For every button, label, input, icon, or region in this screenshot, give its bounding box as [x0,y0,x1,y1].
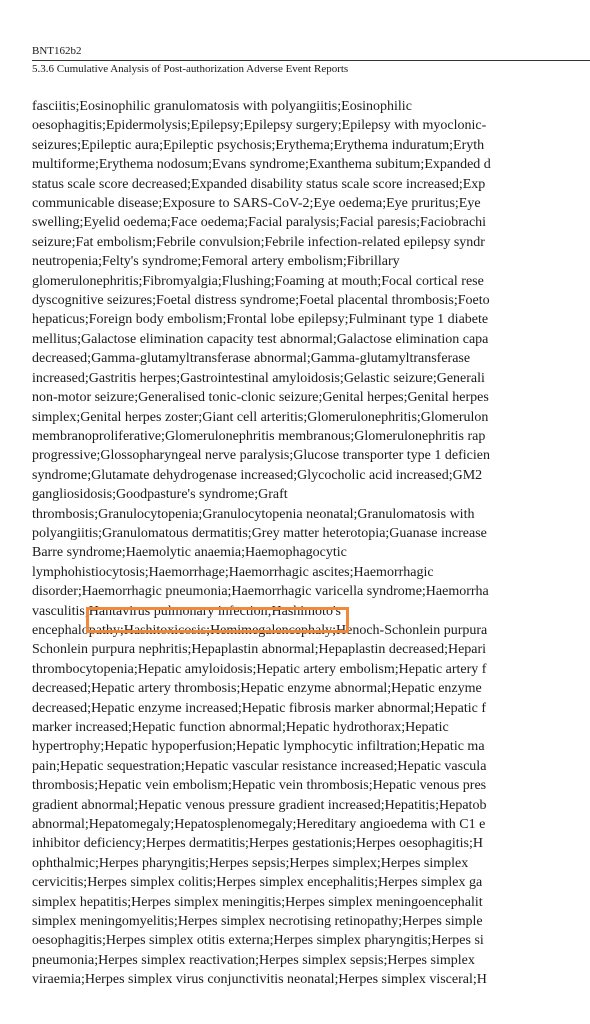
text-line: simplex;Genital herpes zoster;Giant cell arteritis;Glomerulonephritis;Glomerulon [32,409,489,425]
text-line: hepaticus;Foreign body embolism;Frontal lobe epilepsy;Fulminant type 1 diabete [32,312,489,328]
text-line: swelling;Eyelid oedema;Face oedema;Facial paralysis;Facial paresis;Faciobrachi [32,215,487,231]
text-line: membranoproliferative;Glomerulonephritis membranous;Glomerulonephritis rap [32,428,486,444]
header-divider [32,60,590,61]
document-id: BNT162b2 [32,45,82,57]
adverse-event-list [32,97,590,990]
section-title: 5.3.6 Cumulative Analysis of Post-authorization Adverse Event Reports [32,63,349,75]
text-line: communicable disease;Exposure to SARS-CoV-2;Eye oedema;Eye pruritus;Eye [32,196,481,212]
text-line: non-motor seizure;Generalised tonic-clonic seizure;Genital herpes;Genital herpes [32,390,489,406]
text-line: polyangiitis;Granulomatous dermatitis;Grey matter heterotopia;Guanase increase [32,525,487,541]
text-line: inhibitor deficiency;Herpes dermatitis;Herpes gestationis;Herpes oesophagitis;H [32,836,483,852]
text-line: gradient abnormal;Hepatic venous pressure gradient increased;Hepatitis;Hepatob [32,797,487,813]
text-line: simplex hepatitis;Herpes simplex meningitis;Herpes simplex meningoencephalit [32,894,483,910]
text-line: ophthalmic;Herpes pharyngitis;Herpes sepsis;Herpes simplex;Herpes simplex [32,855,469,871]
text-line: gangliosidosis;Goodpasture's syndrome;Graft [32,487,288,503]
text-line: seizure;Fat embolism;Febrile convulsion;Febrile infection-related epilepsy syndr [32,234,485,250]
text-line: oesophagitis;Herpes simplex otitis externa;Herpes simplex pharyngitis;Herpes si [32,933,484,949]
text-line: glomerulonephritis;Fibromyalgia;Flushing;Foaming at mouth;Focal cortical rese [32,273,484,289]
text-line: hypertrophy;Hepatic hypoperfusion;Hepatic lymphocytic infiltration;Hepatic ma [32,739,485,755]
text-line: marker increased;Hepatic function abnormal;Hepatic hydrothorax;Hepatic [32,720,449,735]
text-line: progressive;Glossopharyngeal nerve paralysis;Glucose transporter type 1 deficien [32,448,490,464]
text-line: neutropenia;Felty's syndrome;Femoral artery embolism;Fibrillary [32,254,400,270]
text-line: thrombosis;Hepatic vein embolism;Hepatic vein thrombosis;Hepatic venous pres [32,778,487,794]
text-line: cervicitis;Herpes simplex colitis;Herpes simplex encephalitis;Herpes simplex ga [32,875,483,891]
text-line: lymphohistiocytosis;Haemorrhage;Haemorrhagic ascites;Haemorrhagic [32,564,434,580]
text-line: seizures;Epileptic aura;Epileptic psychosis;Erythema;Erythema induratum;Eryth [32,137,485,153]
text-line: multiforme;Erythema nodosum;Evans syndrome;Exanthema subitum;Expanded d [32,157,491,173]
text-line: mellitus;Galactose elimination capacity test abnormal;Galactose elimination capa [32,331,489,347]
text-line: fasciitis;Eosinophilic granulomatosis with polyangiitis;Eosinophilic [32,99,412,114]
text-line: encephalopathy;Hashitoxicosis;Hemimegalencephaly;Henoch-Schonlein purpura [32,622,488,638]
text-line: decreased;Hepatic enzyme increased;Hepatic fibrosis marker abnormal;Hepatic f [32,700,487,716]
text-line: Schonlein purpura nephritis;Hepaplastin abnormal;Hepaplastin decreased;Hepari [32,642,487,658]
text-line: oesophagitis;Epidermolysis;Epilepsy;Epilepsy surgery;Epilepsy with myoclonic- [32,118,487,134]
text-line: decreased;Gamma-glutamyltransferase abnormal;Gamma-glutamyltransferase [32,351,471,367]
text-line: increased;Gastritis herpes;Gastrointestinal amyloidosis;Gelastic seizure;Generali [32,370,485,386]
text-line: pneumonia;Herpes simplex reactivation;Herpes simplex sepsis;Herpes simplex [32,952,475,968]
text-line: decreased;Hepatic artery thrombosis;Hepatic enzyme abnormal;Hepatic enzyme [32,681,482,697]
text-line: abnormal;Hepatomegaly;Hepatosplenomegaly;Hereditary angioedema with C1 e [32,817,486,833]
text-line: viraemia;Herpes simplex virus conjunctivitis neonatal;Herpes simplex visceral;H [32,972,487,988]
text-line: Barre syndrome;Haemolytic anaemia;Haemophagocytic [32,545,347,561]
text-line: dyscognitive seizures;Foetal distress syndrome;Foetal placental thrombosis;Foeto [32,293,490,309]
text-line: syndrome;Glutamate dehydrogenase increased;Glycocholic acid increased;GM2 [32,467,483,483]
text-line: thrombocytopenia;Hepatic amyloidosis;Hepatic artery embolism;Hepatic artery f [32,661,487,677]
text-line: vasculitis;Hantavirus pulmonary infection;Hashimoto's [32,603,341,619]
text-line: pain;Hepatic sequestration;Hepatic vascular resistance increased;Hepatic vascula [32,758,487,774]
text-line: simplex meningomyelitis;Herpes simplex necrotising retinopathy;Herpes simple [32,914,483,930]
text-line: status scale score decreased;Expanded disability status scale score increased;Exp [32,176,486,192]
text-line: thrombosis;Granulocytopenia;Granulocytopenia neonatal;Granulomatosis with [32,506,475,522]
text-line: disorder;Haemorrhagic pneumonia;Haemorrhagic varicella syndrome;Haemorrha [32,584,489,600]
